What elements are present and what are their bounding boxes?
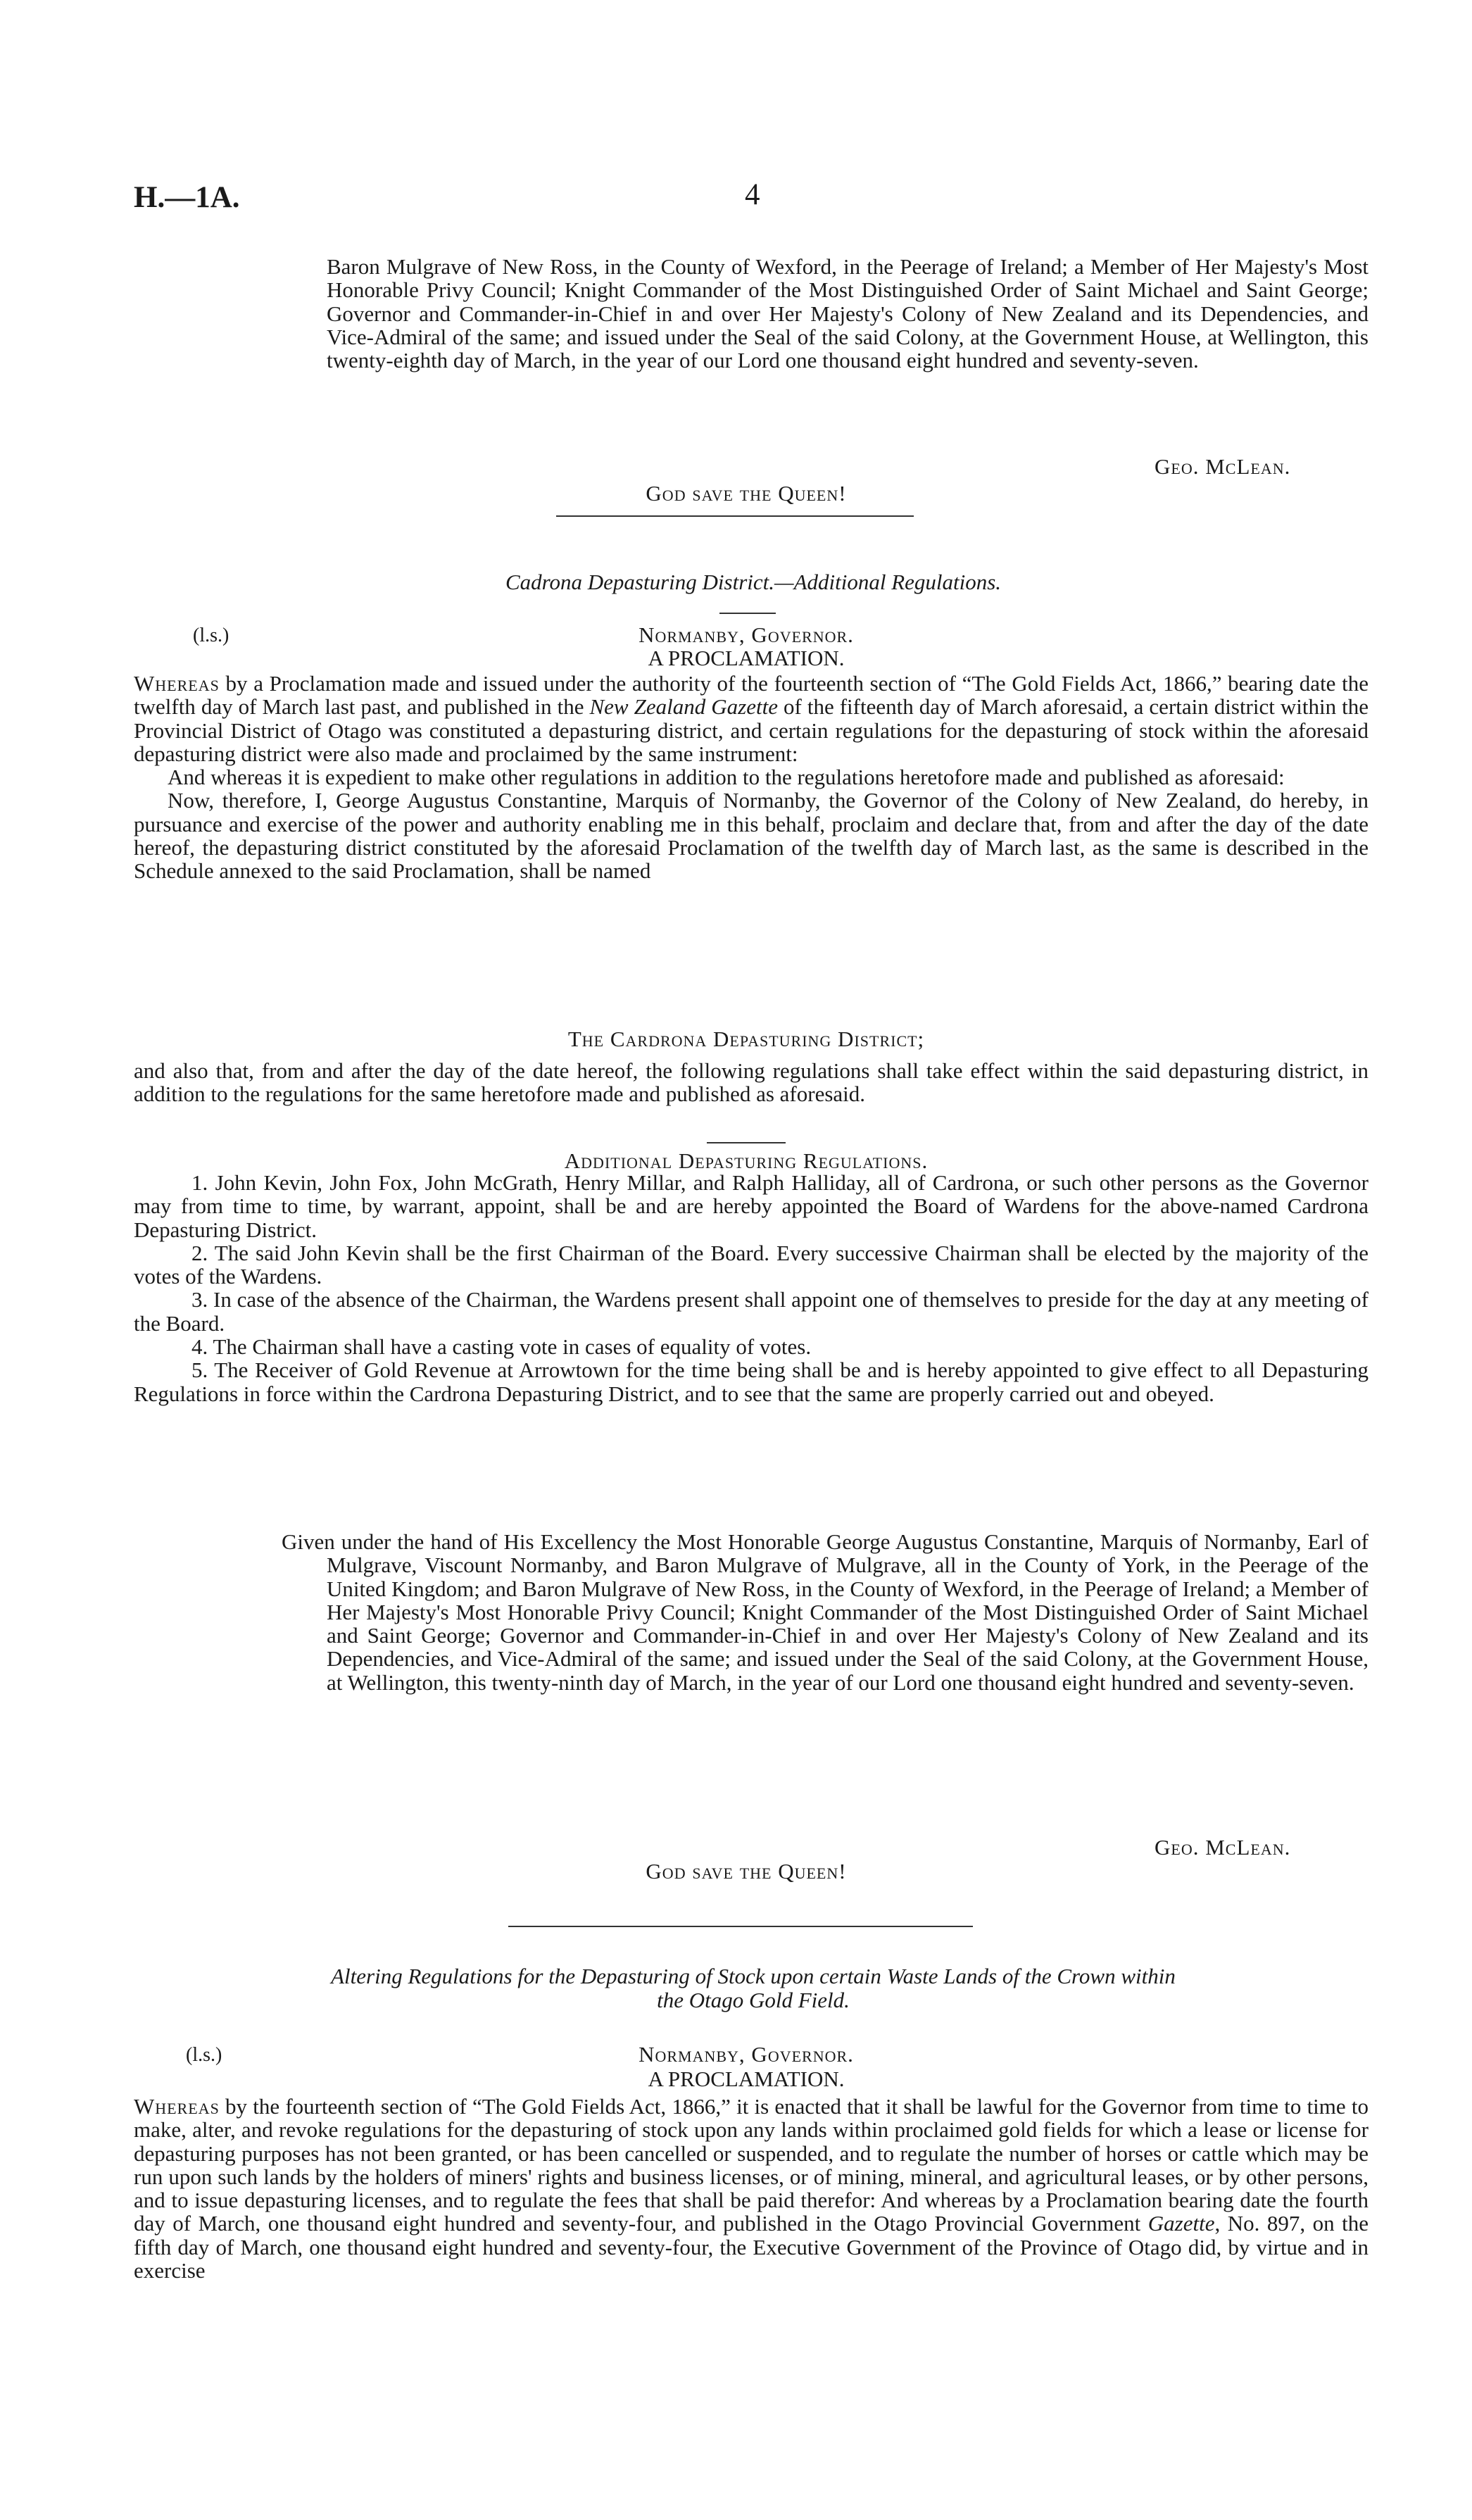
seal-mark: (l.s.) xyxy=(186,2044,222,2066)
signature: Geo. McLean. xyxy=(1155,454,1291,479)
gazette-title: New Zealand Gazette xyxy=(589,694,778,720)
regulation-item: 5. The Receiver of Gold Revenue at Arrowtown for the time being shall be and is hereby appointed to give effect to all Depasturing Regulations in force within the Cardrona Depasturing District, and to see that the same are properly carried out and obeyed. xyxy=(134,1358,1369,1406)
section2-body xyxy=(134,2095,1369,2282)
given-under-hand: Given under the hand of His Excellency the Most Honorable George Augustus Constantine, Marquis of Normanby, Earl of Mulgrave, Viscount Normanby, and Baron Mulgrave of Mulgrave, all in the County of York, in the Peerage of the United Kingdom; and Baron Mulgrave of New Ross, in the County of Wexford, in the Peerage of Ireland; a Member of Her Majesty's Most Honorable Privy Council; Knight Commander of the Most Distinguished Order of Saint Michael and Saint George; Governor and Commander-in-Chief in and over Her Majesty's Colony of New Zealand and its Dependencies, and Vice-Admiral of the same; and issued under the Seal of the said Colony, at the Government House, at Wellington, this twenty-ninth day of March, in the year of our Lord one thousand eight hundred and seventy-seven. xyxy=(282,1529,1369,1695)
whereas-word: Whereas xyxy=(134,2094,220,2119)
whereas-text-a: by the fourteenth section of “The Gold Fields Act, 1866,” it is enacted that it shall be lawful for the Governor from time to time to make, alter, and revoke regulations for the depasturing of stock upon any lands within proclaimed gold fields for which a lease or license for depasturing purposes has not been granted, or has been cancelled or suspended, and to regulate the number of horses or cattle which may be run upon such lands by the holders of miners' rights and business licenses, or of mining, mineral, and agricultural leases, or by other persons, and to issue depasturing licenses, and to regulate the fees that shall be paid therefor: And whereas by a Proclamation bearing date the fourth day of March, one thousand eight hundred and seventy-four, and published in the Otago Provincial Government xyxy=(134,2094,1369,2236)
regulations-list xyxy=(134,1171,1369,1405)
section-title-line: the Otago Gold Field. xyxy=(657,1988,850,2012)
section-title: Cadrona Depasturing District.—Additional Regulations. xyxy=(505,570,1002,594)
governor-line: Normanby, Governor. xyxy=(639,2042,854,2067)
seal-mark: (l.s.) xyxy=(193,625,229,646)
signature: Geo. McLean. xyxy=(1155,1835,1291,1860)
continuation-paragraph: Baron Mulgrave of New Ross, in the County of Wexford, in the Peerage of Ireland; a Member of Her Majesty's Most Honorable Privy Council; Knight Commander of the Most Distinguished Order of Saint Michael and Saint George; Governor and Commander-in-Chief in and over Her Majesty's Colony of New Zealand and its Dependencies, and Vice-Admiral of the same; and issued under the Seal of the said Colony, at the Government House, at Wellington, this twenty-eighth day of March, in the year of our Lord one thousand eight hundred and seventy-seven. xyxy=(327,254,1369,373)
proclamation-heading: A PROCLAMATION. xyxy=(648,2067,845,2091)
whereas-text-a: by a Proclamation made and issued under the authority of the fourteenth section of “The Gold Fields Act, 1866,” bearing date the twelfth day of March last past, and published in the xyxy=(134,671,1369,720)
divider xyxy=(508,1926,973,1927)
whereas-text-b: of the fifteenth day of March aforesaid, a certain district within the Provincial District of Otago was constituted a depasturing district, and certain regulations for the depasturing of stock within the aforesaid depasturing district were also made and proclaimed by the same instrument: xyxy=(134,694,1369,766)
proclamation-heading: A PROCLAMATION. xyxy=(648,646,845,670)
regulation-item: 1. John Kevin, John Fox, John McGrath, Henry Millar, and Ralph Halliday, all of Cardrona, or such other persons as the Governor may from time to time, by warrant, appoint, shall be and are hereby appointed the Board of Wardens for the above-named Cardrona Depasturing District. xyxy=(134,1170,1369,1242)
section1-body xyxy=(134,672,1369,883)
page-reference: H.—1A. xyxy=(134,181,240,214)
paragraph: Now, therefore, I, George Augustus Constantine, Marquis of Normanby, the Governor of the Colony of New Zealand, do hereby, in pursuance and exercise of the power and authority enabling me in this behalf, proclaim and declare that, from and after the day of the date hereof, the depasturing district constituted by the aforesaid Proclamation of the twelfth day of March last, as the same is described in the Schedule annexed to the said Proclamation, shall be named xyxy=(134,788,1369,884)
closing-line: God save the Queen! xyxy=(646,1859,847,1883)
closing-line: God save the Queen! xyxy=(646,481,847,506)
regulation-item: 3. In case of the absence of the Chairman, the Wardens present shall appoint one of themselves to preside for the day at any meeting of the Board. xyxy=(134,1287,1369,1336)
divider xyxy=(707,1142,786,1143)
gazette-title: Gazette xyxy=(1147,2211,1215,2236)
regulation-item: 4. The Chairman shall have a casting vote in cases of equality of votes. xyxy=(191,1334,812,1360)
regulations-heading: Additional Depasturing Regulations. xyxy=(564,1148,929,1173)
regulation-item: 2. The said John Kevin shall be the first Chairman of the Board. Every successive Chairman shall be elected by the majority of the votes of the Wardens. xyxy=(134,1240,1369,1289)
divider xyxy=(556,515,914,517)
whereas-text-b: , No. 897, on the fifth day of March, one thousand eight hundred and seventy-four, the Executive Government of the Province of Otago did, by virtue and in exercise xyxy=(134,2211,1369,2283)
paragraph: and also that, from and after the day of the date hereof, the following regulations shall take effect within the said depasturing district, in addition to the regulations for the same heretofore made and published as aforesaid. xyxy=(134,1058,1369,1107)
section-title xyxy=(106,1964,1401,2012)
section-title-line: Altering Regulations for the Depasturing of Stock upon certain Waste Lands of the Crown within xyxy=(331,1964,1176,1988)
page-number: 4 xyxy=(745,178,760,211)
district-name: The Cardrona Depasturing District; xyxy=(567,1027,925,1051)
governor-line: Normanby, Governor. xyxy=(639,622,854,647)
paragraph: And whereas it is expedient to make other regulations in addition to the regulations heretofore made and published as aforesaid: xyxy=(168,765,1285,790)
whereas-word: Whereas xyxy=(134,671,220,696)
divider xyxy=(719,613,776,614)
